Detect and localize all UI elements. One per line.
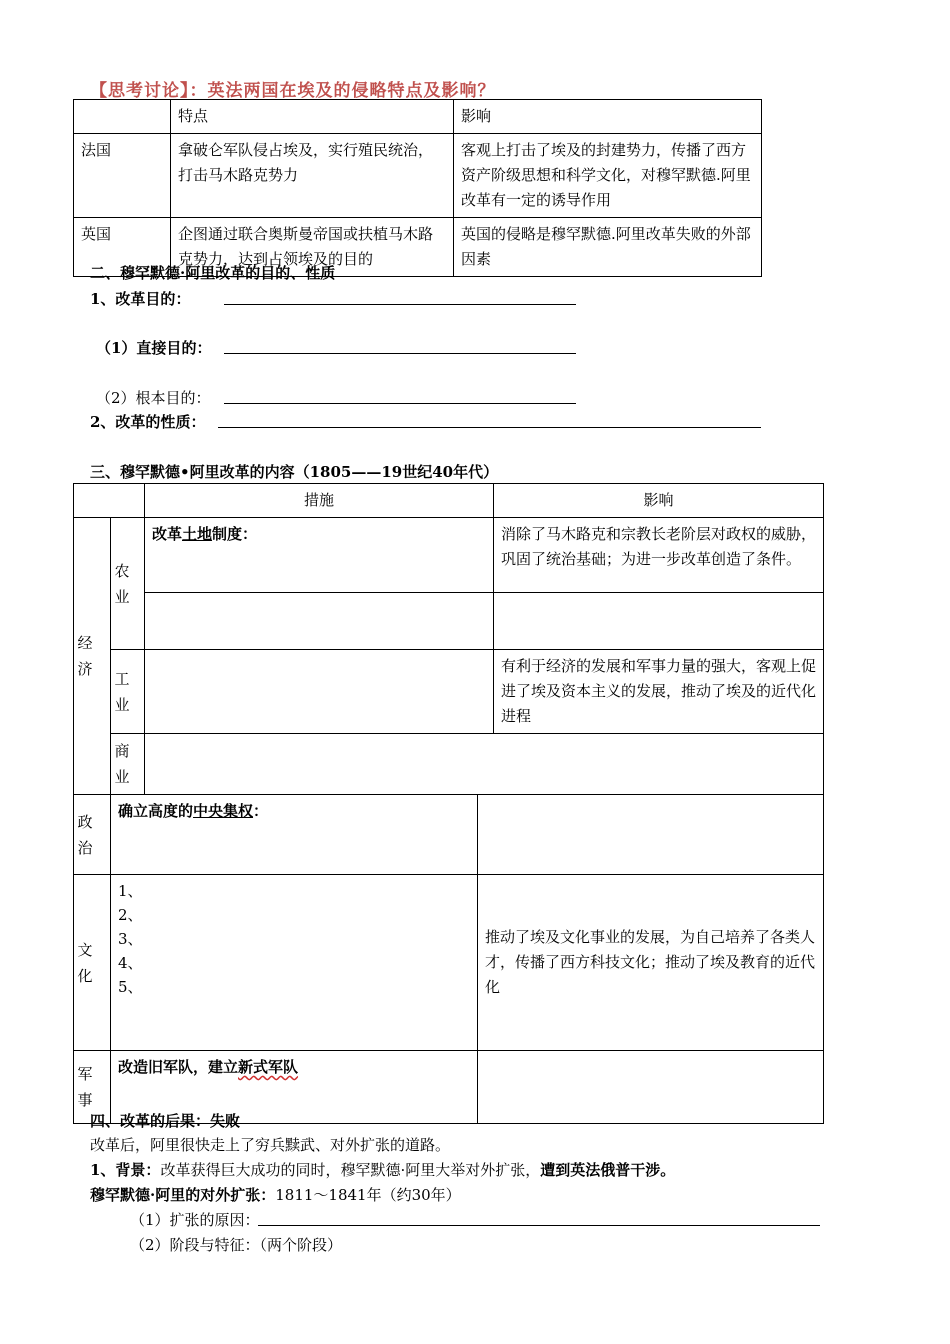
- list-item: 1、: [118, 882, 143, 900]
- table-row: [74, 795, 824, 875]
- background-label: 1、背景：: [90, 1161, 161, 1179]
- expansion-line: [90, 1184, 461, 1205]
- table-row: [74, 593, 824, 650]
- politics-suffix: ：: [253, 802, 269, 820]
- table-row: [74, 650, 824, 734]
- expansion-text: 1811～1841年（约30年）: [275, 1186, 461, 1204]
- root-purpose-label: （2）根本目的：: [96, 389, 211, 407]
- category-economy: [74, 518, 111, 795]
- reason-label: （1）扩张的原因：: [130, 1211, 260, 1229]
- after-reform-text: 改革后，阿里很快走上了穷兵黩武、对外扩张的道路。: [90, 1136, 451, 1154]
- discussion-title: 【思考讨论】：英法两国在埃及的侵略特点及影响？: [90, 81, 496, 101]
- list-item: 4、: [118, 954, 143, 972]
- sub-industry: [111, 650, 145, 734]
- industry-impact: 有利于经济的发展和军事力量的强大，客观上促进了埃及资本主义的发展，推动了埃及的近代化进程: [494, 650, 824, 734]
- list-item: 3、: [118, 930, 143, 948]
- table-header-feature: 特点: [171, 100, 454, 134]
- table-row: [74, 875, 824, 1051]
- background-text: 改革获得巨大成功的同时，穆罕默德·阿里大举对外扩张，: [160, 1161, 541, 1179]
- britain-impact: 英国的侵略是穆罕默德.阿里改革失败的外部因素: [454, 218, 762, 277]
- economy-char: 经济: [77, 634, 93, 678]
- agriculture-label: 农业: [114, 561, 130, 606]
- section3-title: 三、穆罕默德•阿里改革的内容（1805——19世纪40年代）: [90, 463, 499, 481]
- list-item: 2、: [118, 906, 143, 924]
- culture-measure: [111, 875, 478, 1051]
- military-prefix: 改造旧军队，建立: [118, 1058, 239, 1076]
- expansion-label: 穆罕默德·阿里的对外扩张：: [90, 1186, 276, 1204]
- background-bold: 遭到英法俄普干涉。: [540, 1161, 676, 1179]
- country-britain: 英国: [74, 218, 171, 277]
- culture-label: 文化: [77, 940, 93, 985]
- list-item: 5、: [118, 978, 143, 996]
- invasion-table: [73, 99, 762, 277]
- land-measure: [145, 518, 494, 593]
- header-empty: [74, 484, 145, 518]
- table-row: [74, 484, 824, 518]
- header-impact: 影响: [494, 484, 824, 518]
- politics-measure: [111, 795, 478, 875]
- military-word: 新式军队: [238, 1058, 299, 1076]
- direct-purpose-blank[interactable]: [224, 353, 576, 354]
- section4-title: 四、改革的后果：失败: [90, 1112, 241, 1130]
- direct-purpose-label: （1）直接目的：: [96, 339, 212, 357]
- country-france: 法国: [74, 134, 171, 218]
- nature-blank[interactable]: [218, 427, 761, 428]
- military-label: 军事: [77, 1065, 93, 1109]
- land-suffix: 制度：: [212, 525, 258, 543]
- agriculture-measure-2[interactable]: [145, 593, 494, 650]
- land-word: 土地: [182, 525, 213, 543]
- table-header-empty: [74, 100, 171, 134]
- politics-impact[interactable]: [478, 795, 824, 875]
- table-row: [74, 134, 762, 218]
- table-row: [74, 734, 824, 795]
- politics-word: 中央集权: [193, 802, 254, 820]
- section2-title: 二、穆罕默德·阿里改革的目的、性质: [90, 264, 336, 282]
- reform-content-table: [73, 483, 824, 1124]
- agriculture-impact-2[interactable]: [494, 593, 824, 650]
- table-header-impact: 影响: [454, 100, 762, 134]
- reason-blank[interactable]: [258, 1225, 820, 1226]
- sub-agriculture: [111, 518, 145, 650]
- industry-label: 工业: [114, 669, 130, 714]
- purpose-label: 1、改革目的：: [90, 290, 191, 308]
- commerce-measure[interactable]: [145, 734, 824, 795]
- nature-label: 2、改革的性质：: [90, 413, 206, 431]
- military-impact[interactable]: [478, 1051, 824, 1124]
- britain-feature: 企图通过联合奥斯曼帝国或扶植马木路克势力，达到占领埃及的目的: [171, 218, 454, 277]
- land-prefix: 改革: [152, 525, 183, 543]
- agriculture-impact: 消除了马木路克和宗教长老阶层对政权的威胁，巩固了统治基础；为进一步改革创造了条件。: [494, 518, 824, 593]
- purpose-blank[interactable]: [224, 304, 576, 305]
- france-feature: 拿破仑军队侵占埃及，实行殖民统治，打击马木路克势力: [171, 134, 454, 218]
- table-row: [74, 100, 762, 134]
- category-culture: [74, 875, 111, 1051]
- industry-measure[interactable]: [145, 650, 494, 734]
- header-measures: 措施: [145, 484, 494, 518]
- politics-prefix: 确立高度的: [118, 802, 194, 820]
- root-purpose-blank[interactable]: [224, 403, 576, 404]
- category-politics: [74, 795, 111, 875]
- sub-commerce: [111, 734, 145, 795]
- background-line: [90, 1159, 675, 1180]
- stages-label: （2）阶段与特征：（两个阶段）: [130, 1236, 343, 1254]
- table-row: [74, 518, 824, 593]
- commerce-label: 商业: [114, 742, 130, 786]
- france-impact: 客观上打击了埃及的封建势力，传播了西方资产阶级思想和科学文化，对穆罕默德.阿里改革有一定的诱导作用: [454, 134, 762, 218]
- culture-impact: 推动了埃及文化事业的发展，为自己培养了各类人才，传播了西方科技文化；推动了埃及教育的近代化: [478, 875, 824, 1051]
- politics-label: 政治: [77, 812, 93, 857]
